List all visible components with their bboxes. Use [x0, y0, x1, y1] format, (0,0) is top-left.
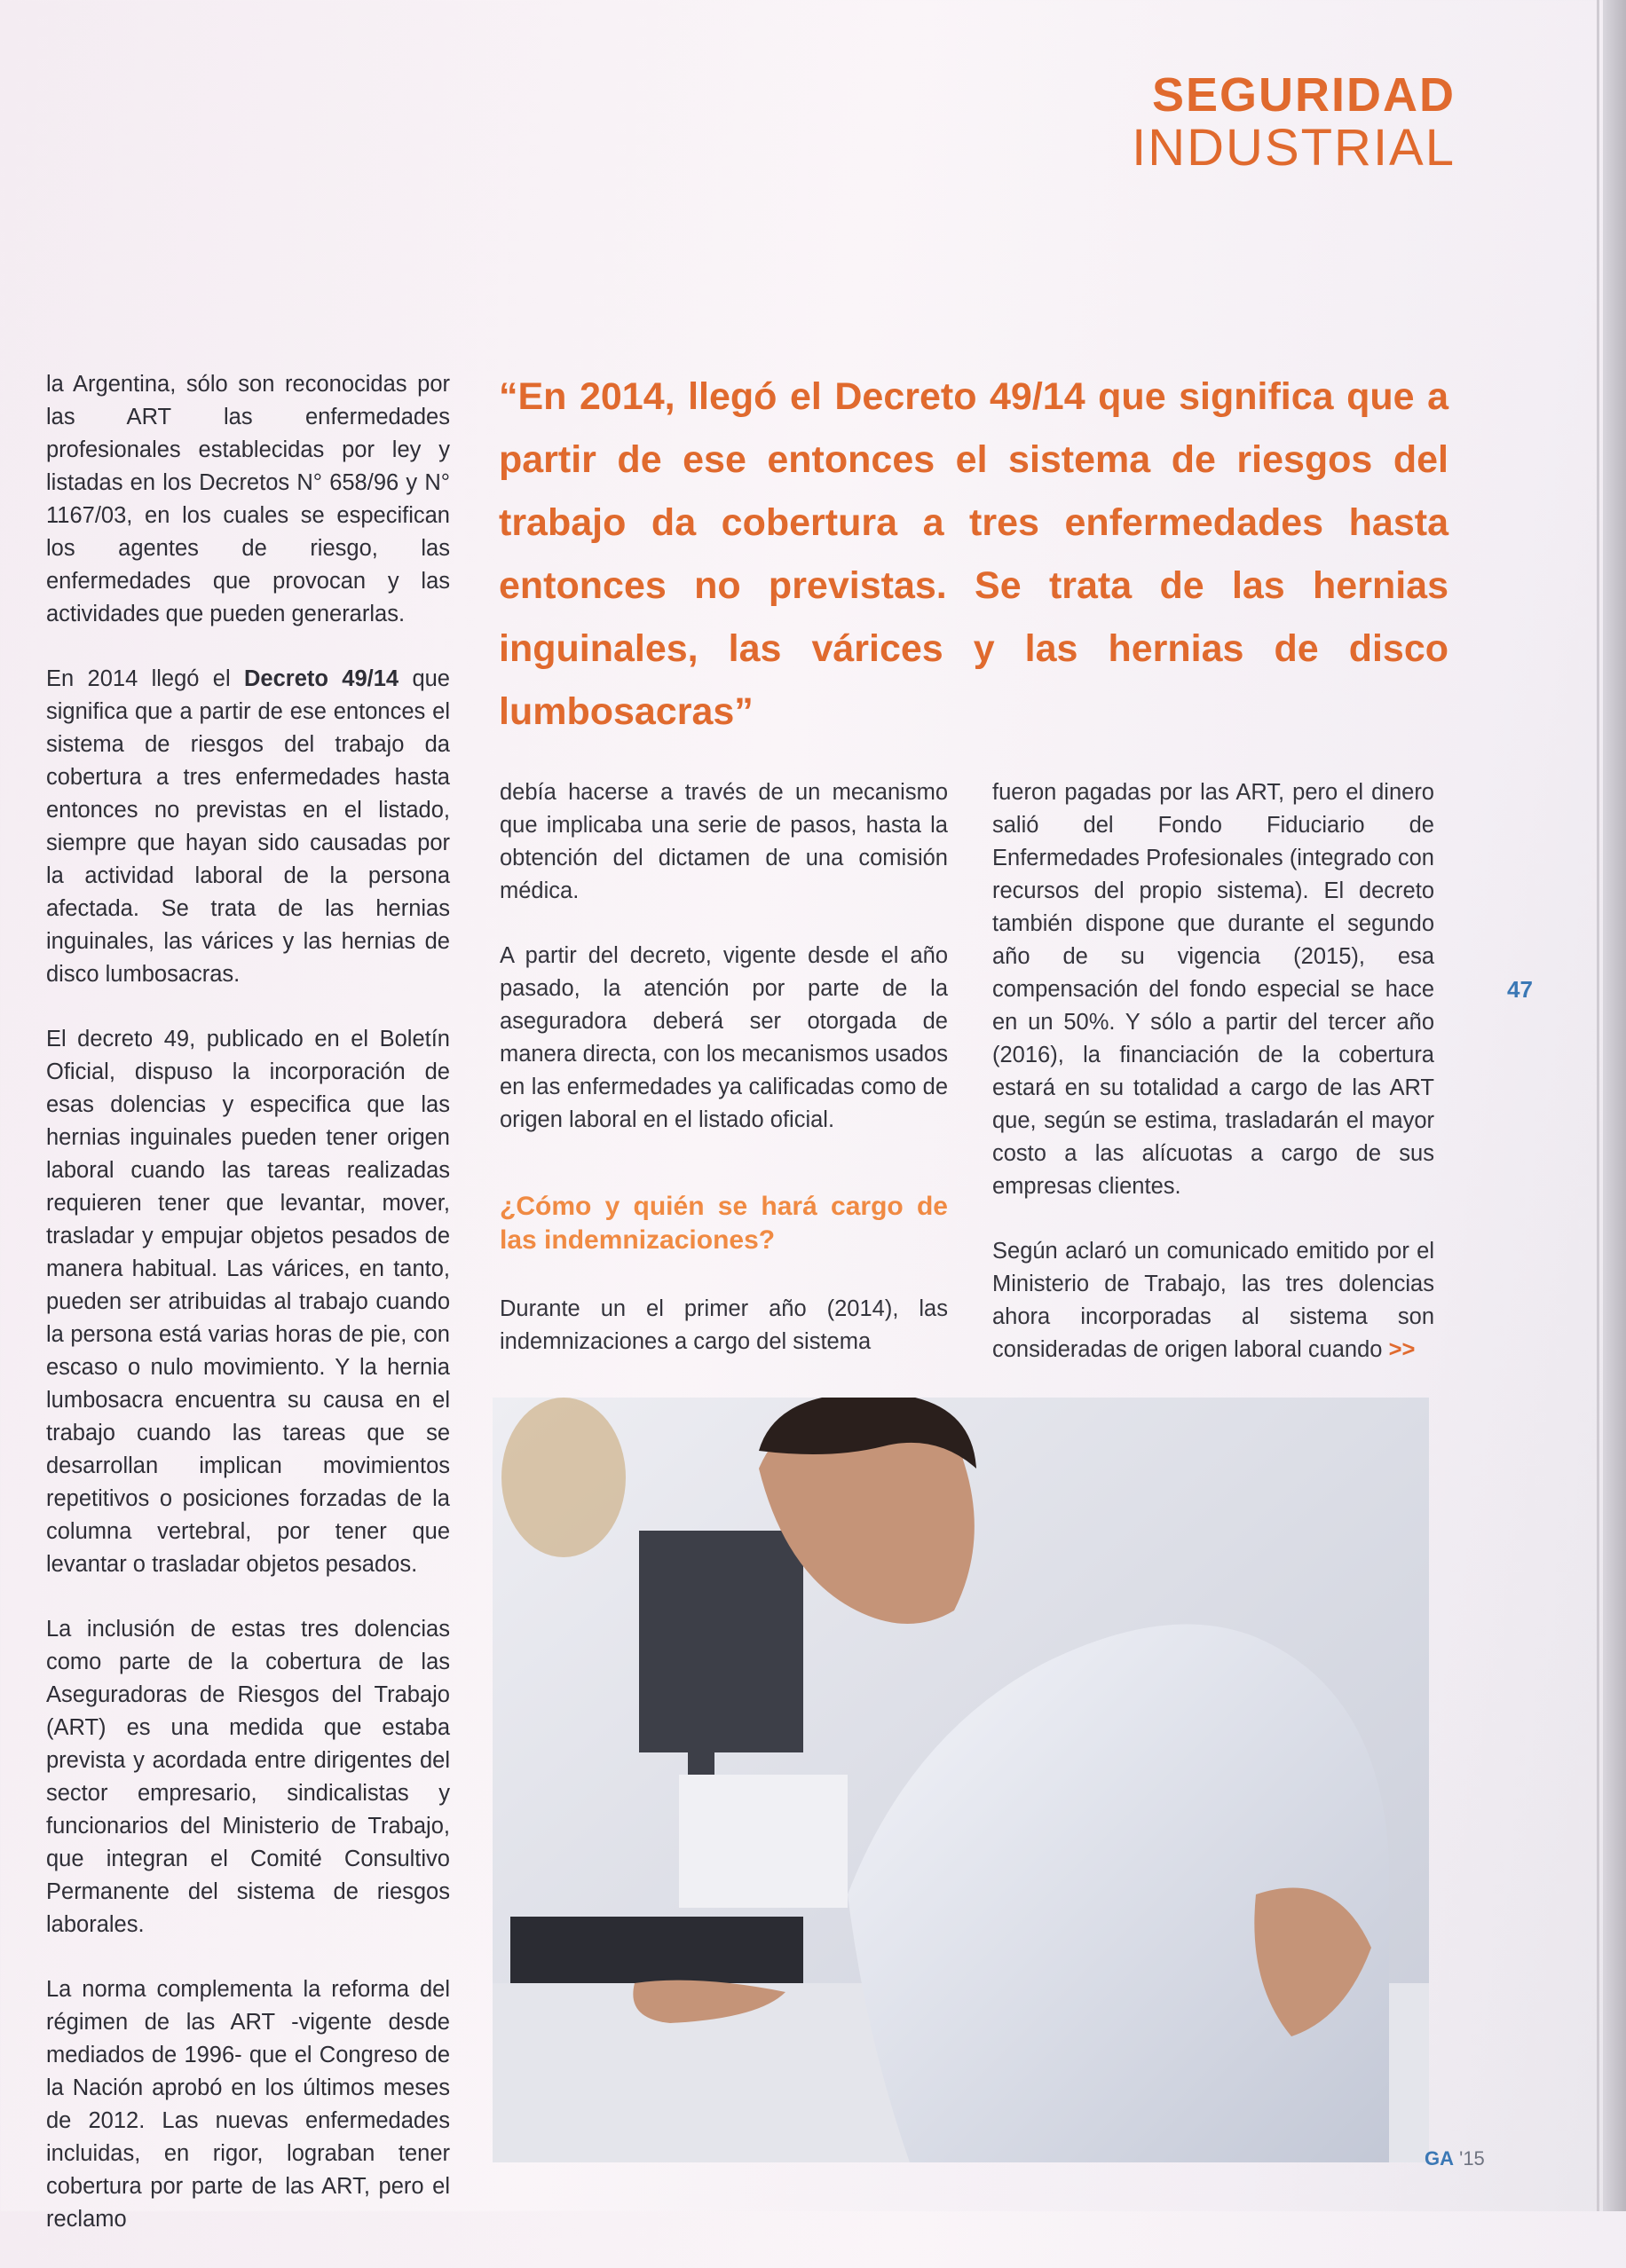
left-paragraph-2: [46, 663, 450, 991]
footer: [1425, 2147, 1485, 2170]
section-header: [1065, 69, 1456, 176]
left-paragraph-1: la Argentina, sólo son reconocidas por las ART las enfermedades profesionales establecidas por ley y listadas en los Decretos N° 658/96 y N° 1167/03, en los cuales se especifican los agentes de riesgo, las enfermedades que provocan y las actividades que pueden generarlas.: [46, 372, 450, 626]
continue-arrow-icon: >>: [1388, 1337, 1416, 1362]
footer-issue: '15: [1459, 2147, 1485, 2170]
office-worker-back-pain-photo: [493, 1398, 1429, 2162]
right-column: [992, 776, 1434, 1398]
left-paragraph-5: La norma complementa la reforma del régimen de las ART -vigente desde mediados de 1996- que el Congreso de la Nación aprobó en los últimos meses de 2012. Las nuevas enfermedades incluidas, en rigor, lograban tener cobertura por parte de las ART, pero el reclamo: [46, 1977, 450, 2232]
middle-column: [500, 776, 948, 1390]
left-column: [46, 368, 450, 2268]
left-paragraph-2-start: En 2014 llegó el: [46, 666, 244, 691]
left-paragraph-4: La inclusión de estas tres dolencias como parte de la cobertura de las Aseguradoras de Riesgos del Trabajo (ART) es una medida que estaba prevista y acordada entre dirigentes del sector empresario, sindicalistas y funcionarios del Ministerio de Trabajo, que integran el Comité Consultivo Permanente del sistema de riesgos laborales.: [46, 1617, 450, 1937]
photo-illustration: [493, 1398, 1429, 2162]
page-number: 47: [1507, 976, 1533, 1003]
subheading: ¿Cómo y quién se hará cargo de las indemnizaciones?: [500, 1192, 948, 1255]
pull-quote: “En 2014, llegó el Decreto 49/14 que significa que a partir de ese entonces el sistema de riesgos del trabajo da cobertura a tres enfermedades hasta entonces no previstas. Se trata de las hernias inguinales, las várices y las hernias de disco lumbosacras”: [499, 375, 1448, 733]
right-paragraph-2: [992, 1235, 1434, 1366]
footer-brand: GA: [1425, 2147, 1454, 2170]
right-paragraph-1: fueron pagadas por las ART, pero el dinero salió del Fondo Fiduciario de Enfermedades Profesionales (integrado con recursos del propio sistema). El decreto también dispone que durante el segundo año de su vigencia (2015), esa compensación del fondo especial se hace en un 50%. Y sólo a partir del tercer año (2016), la financiación de la cobertura estará en su totalidad a cargo de las ART que, según se estima, trasladarán el mayor costo a las alícuotas a cargo de sus empresas clientes.: [992, 780, 1434, 1199]
right-paragraph-2-text: Según aclaró un comunicado emitido por el Ministerio de Trabajo, las tres dolencias ahora incorporadas al sistema son consideradas de origen laboral cuando: [992, 1239, 1434, 1362]
middle-paragraph-3: Durante un el primer año (2014), las indemnizaciones a cargo del sistema: [500, 1296, 948, 1354]
decree-highlight: Decreto 49/14: [244, 666, 399, 691]
middle-paragraph-2: A partir del decreto, vigente desde el año pasado, la atención por parte de la aseguradora deberá ser otorgada de manera directa, con los mecanismos usados en las enfermedades ya calificadas como de origen laboral en el listado oficial.: [500, 943, 948, 1132]
page-edge-line: [1597, 0, 1599, 2211]
middle-paragraph-1: debía hacerse a través de un mecanismo que implicaba una serie de pasos, hasta la obtención del dictamen de una comisión médica.: [500, 780, 948, 903]
page-edge: [1603, 0, 1626, 2211]
left-paragraph-3: El decreto 49, publicado en el Boletín Oficial, dispuso la incorporación de esas dolencias y especifica que las hernias inguinales pueden tener origen laboral cuando las tareas realizadas requieren tener que levantar, mover, trasladar y empujar objetos pesados de manera habitual. Las várices, en tanto, pueden ser atribuidas al trabajo cuando la persona está varias horas de pie, con escaso o nulo movimiento. Y la hernia lumbosacra encuentra su causa en el trabajo cuando las tareas que se desarrollan implican movimientos repetitivos o posiciones forzadas de la columna vertebral, por tener que levantar o trasladar objetos pesados.: [46, 1027, 450, 1577]
section-title-line1: SEGURIDAD: [1151, 68, 1456, 122]
left-paragraph-2-end: que significa que a partir de ese entonces el sistema de riesgos del trabajo da cobertura a tres enfermedades hasta entonces no previstas en el listado, siempre que hayan sido causadas por la actividad laboral de la persona afectada. Se trata de las hernias inguinales, las várices y las hernias de disco lumbosacras.: [46, 666, 450, 987]
section-title-line2: INDUSTRIAL: [1132, 119, 1456, 177]
